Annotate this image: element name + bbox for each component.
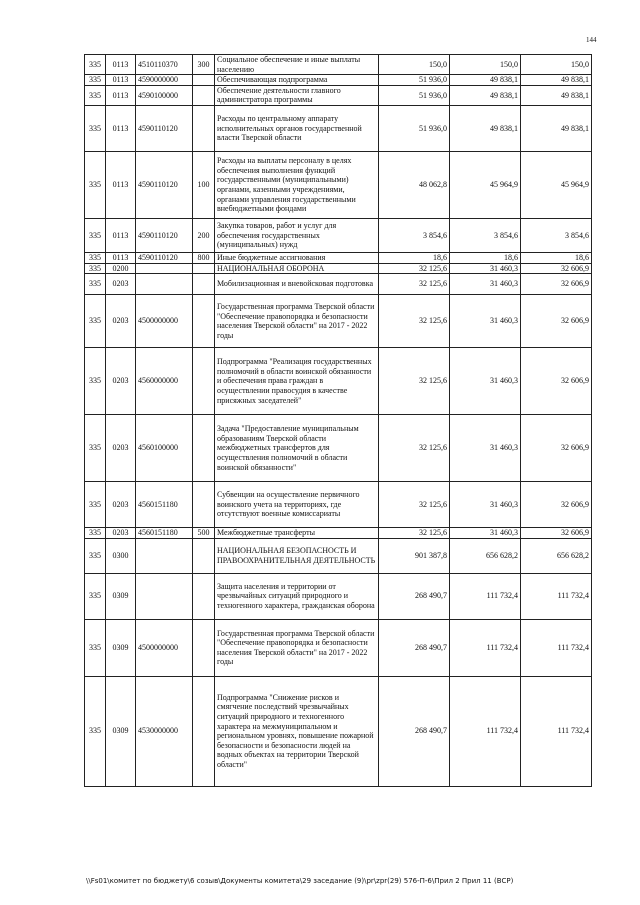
- section-code-cell: 0113: [106, 252, 136, 263]
- amount-year3-cell: 32 606,9: [521, 528, 592, 539]
- amount-year1-cell: 51 936,0: [379, 75, 450, 86]
- amount-year3-cell: 32 606,9: [521, 482, 592, 528]
- table-row: [85, 151, 592, 218]
- admin-code-cell: 335: [85, 348, 106, 415]
- amount-year3-cell: 150,0: [521, 55, 592, 75]
- budget-table-body: [85, 55, 592, 787]
- amount-year2-cell: 111 732,4: [450, 619, 521, 676]
- amount-year2-cell: 31 460,3: [450, 415, 521, 482]
- amount-year3-cell: 111 732,4: [521, 676, 592, 786]
- item-name-cell: Подпрограмма "Реализация государственных полномочий в области воинской обязанности и обеспечения права граждан в осуществлении правосудия в качестве присяжных заседателей": [215, 348, 379, 415]
- amount-year2-cell: 3 854,6: [450, 218, 521, 252]
- amount-year1-cell: 48 062,8: [379, 151, 450, 218]
- amount-year2-cell: 31 460,3: [450, 482, 521, 528]
- amount-year2-cell: 31 460,3: [450, 274, 521, 295]
- table-row: [85, 218, 592, 252]
- item-name-cell: Подпрограмма "Снижение рисков и смягчение последствий чрезвычайных ситуаций природного и техногенного характера на межмуниципальном и региональном уровнях, повышение пожарной безопасности и безопасности людей на водных объектах на территории Тверской области": [215, 676, 379, 786]
- target-article-cell: 4590100000: [136, 85, 193, 105]
- expense-type-cell: [193, 415, 215, 482]
- amount-year2-cell: 31 460,3: [450, 263, 521, 274]
- target-article-cell: 4560151180: [136, 482, 193, 528]
- section-code-cell: 0309: [106, 573, 136, 619]
- expense-type-cell: 300: [193, 55, 215, 75]
- amount-year2-cell: 31 460,3: [450, 348, 521, 415]
- section-code-cell: 0203: [106, 295, 136, 348]
- expense-type-cell: [193, 263, 215, 274]
- amount-year2-cell: 150,0: [450, 55, 521, 75]
- amount-year3-cell: 49 838,1: [521, 75, 592, 86]
- target-article-cell: 4560151180: [136, 528, 193, 539]
- section-code-cell: 0113: [106, 55, 136, 75]
- expense-type-cell: [193, 482, 215, 528]
- expense-type-cell: [193, 676, 215, 786]
- amount-year3-cell: 32 606,9: [521, 263, 592, 274]
- admin-code-cell: 335: [85, 85, 106, 105]
- admin-code-cell: 335: [85, 55, 106, 75]
- item-name-cell: Мобилизационная и вневойсковая подготовка: [215, 274, 379, 295]
- amount-year1-cell: 150,0: [379, 55, 450, 75]
- section-code-cell: 0113: [106, 151, 136, 218]
- amount-year2-cell: 49 838,1: [450, 105, 521, 151]
- target-article-cell: 4500000000: [136, 619, 193, 676]
- item-name-cell: Обеспечение деятельности главного администратора программы: [215, 85, 379, 105]
- item-name-cell: Межбюджетные трансферты: [215, 528, 379, 539]
- table-row: [85, 55, 592, 75]
- item-name-cell: НАЦИОНАЛЬНАЯ ОБОРОНА: [215, 263, 379, 274]
- item-name-cell: Государственная программа Тверской области "Обеспечение правопорядка и безопасности населения Тверской области" на 2017 - 2022 годы: [215, 619, 379, 676]
- amount-year1-cell: 32 125,6: [379, 415, 450, 482]
- amount-year3-cell: 111 732,4: [521, 573, 592, 619]
- page-number: 144: [586, 36, 597, 44]
- item-name-cell: Расходы по центральному аппарату исполнительных органов государственной власти Тверской области: [215, 105, 379, 151]
- admin-code-cell: 335: [85, 295, 106, 348]
- admin-code-cell: 335: [85, 415, 106, 482]
- table-row: [85, 482, 592, 528]
- section-code-cell: 0203: [106, 274, 136, 295]
- target-article-cell: 4560100000: [136, 415, 193, 482]
- target-article-cell: [136, 573, 193, 619]
- expense-type-cell: [193, 85, 215, 105]
- section-code-cell: 0203: [106, 528, 136, 539]
- table-row: [85, 75, 592, 86]
- amount-year3-cell: 32 606,9: [521, 415, 592, 482]
- target-article-cell: [136, 274, 193, 295]
- item-name-cell: Субвенции на осуществление первичного воинского учета на территориях, где отсутствуют военные комиссариаты: [215, 482, 379, 528]
- amount-year1-cell: 32 125,6: [379, 295, 450, 348]
- section-code-cell: 0203: [106, 348, 136, 415]
- table-row: [85, 252, 592, 263]
- amount-year3-cell: 49 838,1: [521, 85, 592, 105]
- amount-year1-cell: 3 854,6: [379, 218, 450, 252]
- expense-type-cell: [193, 538, 215, 573]
- amount-year3-cell: 656 628,2: [521, 538, 592, 573]
- amount-year3-cell: 49 838,1: [521, 105, 592, 151]
- item-name-cell: Иные бюджетные ассигнования: [215, 252, 379, 263]
- expense-type-cell: [193, 619, 215, 676]
- target-article-cell: 4590110120: [136, 218, 193, 252]
- table-row: [85, 274, 592, 295]
- amount-year2-cell: 111 732,4: [450, 573, 521, 619]
- admin-code-cell: 335: [85, 218, 106, 252]
- amount-year2-cell: 49 838,1: [450, 75, 521, 86]
- amount-year1-cell: 32 125,6: [379, 263, 450, 274]
- amount-year2-cell: 18,6: [450, 252, 521, 263]
- amount-year1-cell: 268 490,7: [379, 676, 450, 786]
- section-code-cell: 0200: [106, 263, 136, 274]
- amount-year1-cell: 32 125,6: [379, 274, 450, 295]
- item-name-cell: Расходы на выплаты персоналу в целях обеспечения выполнения функций государственными (муниципальными) органами, казенными учреждениями, органами управления государственными внебюджетными фондами: [215, 151, 379, 218]
- admin-code-cell: 335: [85, 105, 106, 151]
- section-code-cell: 0203: [106, 415, 136, 482]
- table-row: [85, 85, 592, 105]
- admin-code-cell: 335: [85, 528, 106, 539]
- amount-year1-cell: 268 490,7: [379, 573, 450, 619]
- section-code-cell: 0300: [106, 538, 136, 573]
- admin-code-cell: 335: [85, 676, 106, 786]
- amount-year3-cell: 32 606,9: [521, 348, 592, 415]
- table-row: [85, 619, 592, 676]
- expense-type-cell: [193, 75, 215, 86]
- expense-type-cell: [193, 348, 215, 415]
- amount-year3-cell: 45 964,9: [521, 151, 592, 218]
- amount-year2-cell: 111 732,4: [450, 676, 521, 786]
- amount-year2-cell: 49 838,1: [450, 85, 521, 105]
- item-name-cell: Задача "Предоставление муниципальным образованиям Тверской области межбюджетных трансфертов для осуществления полномочий в области воинской обязанности": [215, 415, 379, 482]
- target-article-cell: 4500000000: [136, 295, 193, 348]
- expense-type-cell: [193, 105, 215, 151]
- amount-year1-cell: 32 125,6: [379, 348, 450, 415]
- admin-code-cell: 335: [85, 573, 106, 619]
- section-code-cell: 0113: [106, 85, 136, 105]
- amount-year1-cell: 32 125,6: [379, 482, 450, 528]
- amount-year3-cell: 3 854,6: [521, 218, 592, 252]
- amount-year1-cell: 901 387,8: [379, 538, 450, 573]
- target-article-cell: 4560000000: [136, 348, 193, 415]
- admin-code-cell: 335: [85, 274, 106, 295]
- target-article-cell: [136, 263, 193, 274]
- table-row: [85, 295, 592, 348]
- item-name-cell: НАЦИОНАЛЬНАЯ БЕЗОПАСНОСТЬ И ПРАВООХРАНИТЕЛЬНАЯ ДЕЯТЕЛЬНОСТЬ: [215, 538, 379, 573]
- amount-year1-cell: 18,6: [379, 252, 450, 263]
- table-row: [85, 105, 592, 151]
- amount-year3-cell: 111 732,4: [521, 619, 592, 676]
- target-article-cell: 4590110120: [136, 105, 193, 151]
- budget-table: [84, 54, 592, 787]
- amount-year3-cell: 18,6: [521, 252, 592, 263]
- table-row: [85, 528, 592, 539]
- expense-type-cell: [193, 295, 215, 348]
- section-code-cell: 0203: [106, 482, 136, 528]
- amount-year1-cell: 32 125,6: [379, 528, 450, 539]
- target-article-cell: 4590110120: [136, 151, 193, 218]
- table-row: [85, 573, 592, 619]
- admin-code-cell: 335: [85, 75, 106, 86]
- admin-code-cell: 335: [85, 482, 106, 528]
- expense-type-cell: [193, 573, 215, 619]
- item-name-cell: Государственная программа Тверской области "Обеспечение правопорядка и безопасности населения Тверской области" на 2017 - 2022 годы: [215, 295, 379, 348]
- amount-year1-cell: 268 490,7: [379, 619, 450, 676]
- amount-year2-cell: 656 628,2: [450, 538, 521, 573]
- amount-year2-cell: 31 460,3: [450, 295, 521, 348]
- item-name-cell: Закупка товаров, работ и услуг для обеспечения государственных (муниципальных) нужд: [215, 218, 379, 252]
- target-article-cell: 4590000000: [136, 75, 193, 86]
- amount-year2-cell: 45 964,9: [450, 151, 521, 218]
- admin-code-cell: 335: [85, 151, 106, 218]
- section-code-cell: 0113: [106, 218, 136, 252]
- admin-code-cell: 335: [85, 263, 106, 274]
- section-code-cell: 0113: [106, 75, 136, 86]
- expense-type-cell: [193, 274, 215, 295]
- admin-code-cell: 335: [85, 538, 106, 573]
- admin-code-cell: 335: [85, 252, 106, 263]
- amount-year3-cell: 32 606,9: [521, 295, 592, 348]
- table-row: [85, 415, 592, 482]
- table-row: [85, 348, 592, 415]
- expense-type-cell: 200: [193, 218, 215, 252]
- item-name-cell: Обеспечивающая подпрограмма: [215, 75, 379, 86]
- section-code-cell: 0113: [106, 105, 136, 151]
- expense-type-cell: 800: [193, 252, 215, 263]
- table-row: [85, 538, 592, 573]
- item-name-cell: Социальное обеспечение и иные выплаты населению: [215, 55, 379, 75]
- target-article-cell: 4510110370: [136, 55, 193, 75]
- footer-file-path: \\Fs01\комитет по бюджету\6 созыв\Документы комитета\29 заседание (9)\pr\zpr(29) 576-П-6\Прил 2 Прил 11 (ВСР): [86, 877, 514, 885]
- admin-code-cell: 335: [85, 619, 106, 676]
- target-article-cell: 4590110120: [136, 252, 193, 263]
- table-row: [85, 263, 592, 274]
- table-row: [85, 676, 592, 786]
- target-article-cell: [136, 538, 193, 573]
- expense-type-cell: 500: [193, 528, 215, 539]
- amount-year2-cell: 31 460,3: [450, 528, 521, 539]
- section-code-cell: 0309: [106, 619, 136, 676]
- item-name-cell: Защита населения и территории от чрезвычайных ситуаций природного и техногенного характера, гражданская оборона: [215, 573, 379, 619]
- amount-year1-cell: 51 936,0: [379, 85, 450, 105]
- section-code-cell: 0309: [106, 676, 136, 786]
- amount-year3-cell: 32 606,9: [521, 274, 592, 295]
- target-article-cell: 4530000000: [136, 676, 193, 786]
- amount-year1-cell: 51 936,0: [379, 105, 450, 151]
- expense-type-cell: 100: [193, 151, 215, 218]
